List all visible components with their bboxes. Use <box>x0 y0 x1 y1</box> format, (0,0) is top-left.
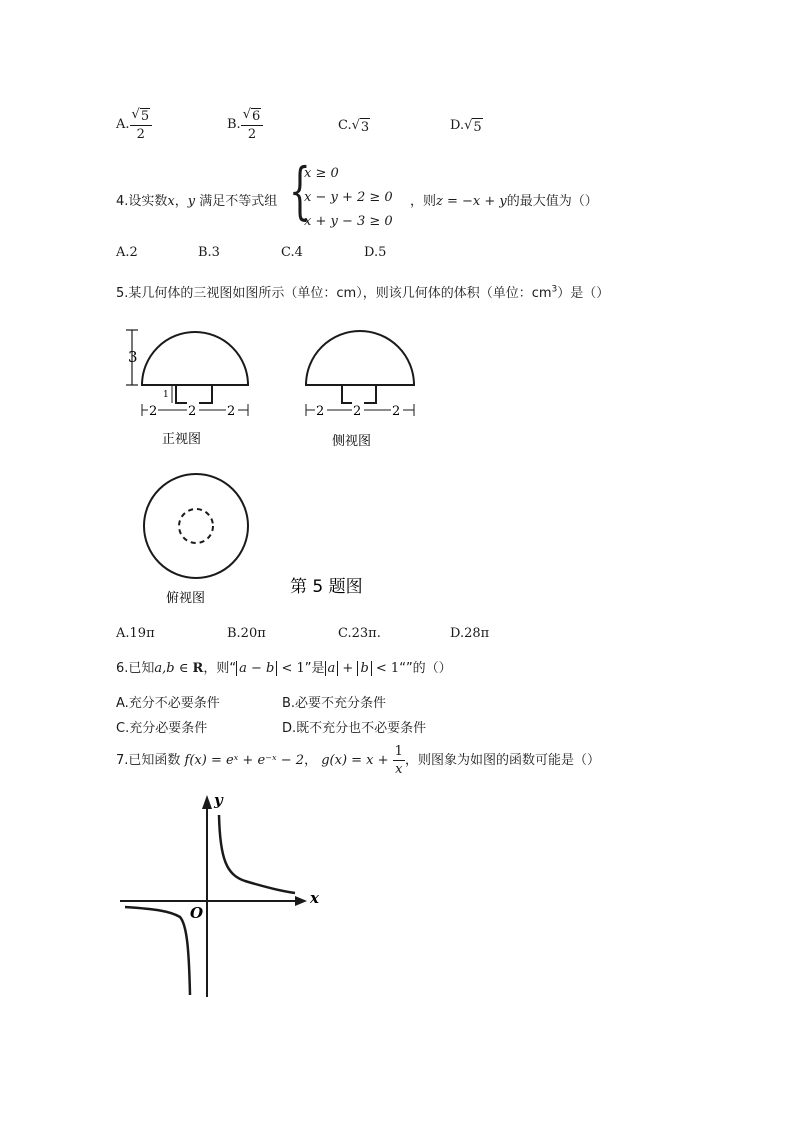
fraction: √ 6 2 <box>241 108 264 141</box>
f-definition: f(x) = eˣ + e⁻ˣ − 2 <box>184 753 305 768</box>
q3-option-d: D. √ 5 <box>450 118 482 135</box>
three-view-figure <box>110 320 430 620</box>
q3-option-c: C. √ 3 <box>338 118 370 135</box>
front-view <box>126 330 248 419</box>
q6-option-b: B.必要不充分条件 <box>282 696 387 711</box>
q4-option-c: C.4 <box>281 245 303 260</box>
q5-stem: 5.某几何体的三视图如图所示（单位：cm），则该几何体的体积（单位：$cm^3$）是（） <box>116 284 610 301</box>
x-axis-arrow <box>295 896 307 906</box>
svg-text:2: 2 <box>227 404 236 419</box>
svg-text:2: 2 <box>392 404 401 419</box>
side-view-label: 侧视图 <box>332 434 372 449</box>
q4-stem: 4.设实数x，y 满足不等式组 <box>116 194 278 209</box>
figure-caption: 第 5 题图 <box>290 577 363 597</box>
svg-text:2: 2 <box>316 404 325 419</box>
q4-option-a: A.2 <box>116 245 138 260</box>
q5-option-b: B.20π <box>227 626 266 641</box>
front-view-label: 正视图 <box>162 432 202 447</box>
q5-option-d: D.28π <box>450 626 490 641</box>
y-axis-arrow <box>202 795 212 809</box>
inequality-2: x − y + 2 ≥ 0 <box>304 190 393 205</box>
q6-option-a: A.充分不必要条件 <box>116 696 220 711</box>
system-brace: { <box>289 154 311 227</box>
curve-left-branch <box>125 907 190 995</box>
q7-stem: 7.已知函数 f(x) = eˣ + e⁻ˣ − 2， g(x) = x + $\frac{1}{x}$ ，则图象为如图的函数可能是（） <box>116 744 600 777</box>
dim-small-label: 1 <box>163 390 169 400</box>
q4-option-b: B.3 <box>198 245 220 260</box>
side-view <box>306 331 414 419</box>
x-axis-label: x <box>310 889 319 907</box>
abs-expression: b <box>357 661 371 676</box>
dim-height-label: 3 <box>128 348 138 366</box>
g-definition: g(x) = x + <box>321 753 389 768</box>
q6-option-d: D.既不充分也不必要条件 <box>282 721 427 736</box>
q6-stem: 6.已知a,b ∈ R，则“ a − b < 1”是 a + b < 1“”的（） <box>116 661 452 676</box>
inequality-system <box>304 162 393 234</box>
top-view <box>144 474 248 578</box>
abs-expression: a <box>325 661 339 676</box>
origin-label: O <box>190 904 204 922</box>
option-label: B. <box>227 117 241 132</box>
q5-option-a: A.19π <box>116 626 155 641</box>
inequality-1: x ≥ 0 <box>304 166 339 181</box>
q6-option-c: C.充分必要条件 <box>116 721 208 736</box>
y-axis-label: y <box>214 791 223 809</box>
inequality-3: x + y − 3 ≥ 0 <box>304 214 393 229</box>
q4-stem-tail: ，则z = −x + y的最大值为（） <box>410 194 598 209</box>
q4-option-d: D.5 <box>364 245 387 260</box>
sqrt-expression: √ 5 <box>464 118 482 135</box>
sqrt-expression: √ 3 <box>351 118 370 135</box>
q3-option-b <box>227 108 263 141</box>
q3-option-a <box>116 108 152 141</box>
option-label: A. <box>116 117 130 132</box>
fraction: √ 5 2 <box>130 108 153 141</box>
svg-text:2: 2 <box>188 404 197 419</box>
function-graph <box>115 785 330 1000</box>
q5-option-c: C.23π. <box>338 626 381 641</box>
abs-expression: a − b <box>236 661 277 676</box>
curve-right-branch <box>219 815 295 893</box>
top-view-label: 俯视图 <box>166 591 206 606</box>
svg-text:2: 2 <box>149 404 158 419</box>
fraction: $\frac{1}{x}$ <box>394 744 403 777</box>
svg-text:2: 2 <box>353 404 362 419</box>
